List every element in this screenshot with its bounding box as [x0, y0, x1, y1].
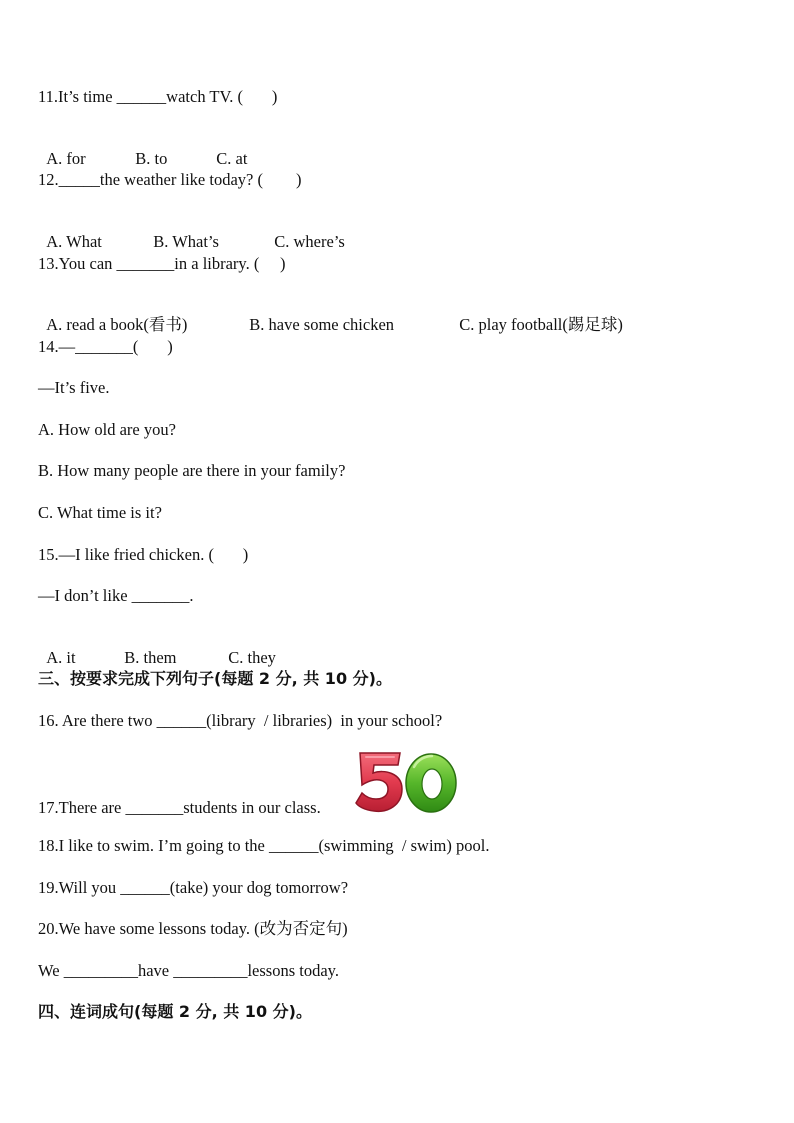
question-14-option-a: A. How old are you?: [38, 420, 176, 439]
question-16: 16. Are there two ______(library / libraries) in your school?: [38, 711, 443, 730]
question-13-options: [38, 295, 623, 335]
section-3-heading: 三、按要求完成下列句子(每题 2 分, 共 10 分)。: [38, 669, 392, 688]
option-b: B. What’s: [153, 232, 219, 251]
option-a: A. read a book(看书): [46, 315, 188, 334]
option-b: B. them: [124, 648, 177, 667]
question-14-option-c: C. What time is it?: [38, 503, 162, 522]
question-18: 18.I like to swim. I’m going to the ______(swimming / swim) pool.: [38, 836, 490, 855]
question-11-stem: 11.It’s time ______watch TV. ( ): [38, 87, 278, 106]
option-a: A. it: [46, 648, 76, 667]
question-14-stem: 14.—_______( ): [38, 337, 173, 356]
question-11-options: [38, 129, 247, 169]
option-a: A. for: [46, 149, 86, 168]
question-19: 19.Will you ______(take) your dog tomorrow?: [38, 878, 349, 897]
question-17: 17.There are _______students in our class.: [38, 798, 321, 817]
option-c: C. play football(踢足球): [459, 315, 623, 334]
option-c: C. at: [216, 149, 248, 168]
option-b: B. to: [135, 149, 168, 168]
question-20: 20.We have some lessons today. (改为否定句): [38, 919, 348, 938]
question-15-stem: 15.—I like fried chicken. ( ): [38, 545, 249, 564]
question-15-options: [38, 628, 276, 668]
option-c: C. where’s: [274, 232, 345, 251]
option-a: A. What: [46, 232, 102, 251]
option-c: C. they: [228, 648, 276, 667]
question-20-answer: We _________have _________lessons today.: [38, 961, 339, 980]
digit-five-shape: [356, 753, 402, 811]
question-14-reply: —It’s five.: [38, 378, 110, 397]
question-13-stem: 13.You can _______in a library. ( ): [38, 254, 286, 273]
option-b: B. have some chicken: [249, 315, 395, 334]
question-15-reply: —I don’t like _______.: [38, 586, 194, 605]
digit-zero-shape: [406, 754, 456, 812]
question-12-options: [38, 212, 345, 252]
question-12-stem: 12._____the weather like today? ( ): [38, 170, 302, 189]
section-4-heading: 四、连词成句(每题 2 分, 共 10 分)。: [38, 1002, 312, 1021]
number-fifty-image: [354, 749, 458, 815]
question-14-option-b: B. How many people are there in your family?: [38, 461, 346, 480]
